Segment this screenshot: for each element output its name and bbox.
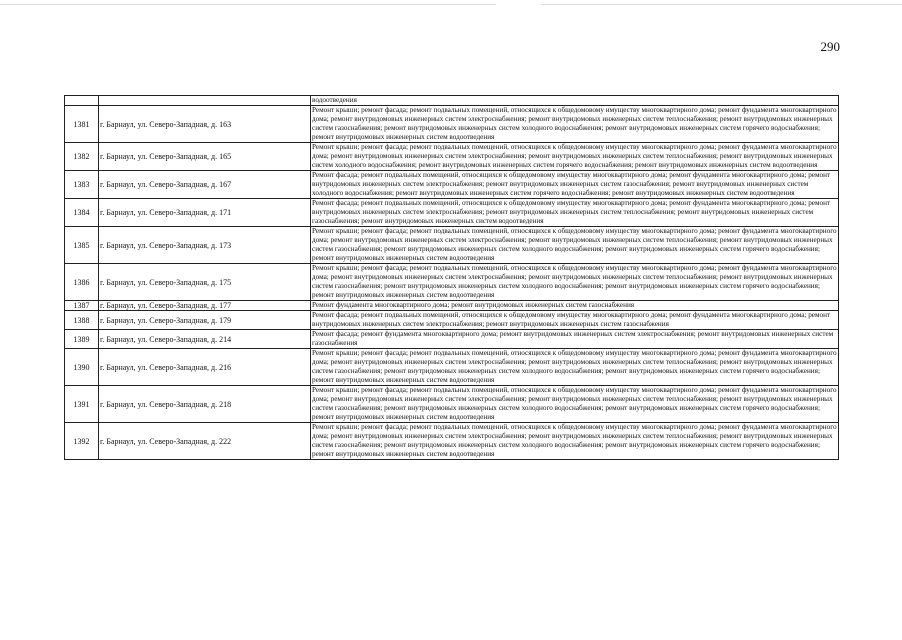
table-row — [65, 311, 839, 330]
row-address: г. Барнаул, ул. Северо-Западная, д. 171 — [99, 199, 311, 227]
row-address: г. Барнаул, ул. Северо-Западная, д. 163 — [99, 106, 311, 143]
table-row — [65, 106, 839, 143]
row-works: Ремонт фасада; ремонт подвальных помещений, относящихся к общедомовому имуществу многоквартирного дома; ремонт фундамента многоквартирного дома; ремонт внутридомовых инженерных систем электроснабжения; ремонт внутридомовых инженерных систем газоснабжения; ремонт внутридомовых инженерных систем холодного водоснабжения; ремонт внутридомовых инженерных систем горячего водоснабжения; ремонт внутридомовых инженерных систем водоотведения — [311, 171, 839, 199]
row-works: Ремонт крыши; ремонт фасада; ремонт подвальных помещений, относящихся к общедомовому имуществу многоквартирного дома; ремонт фундамента многоквартирного дома; ремонт внутридомовых инженерных систем электроснабжения; ремонт внутридомовых инженерных систем теплоснабжения; ремонт внутридомовых инженерных систем газоснабжения; ремонт внутридомовых инженерных систем холодного водоснабжения; ремонт внутридомовых инженерных систем горячего водоснабжения; ремонт внутридомовых инженерных систем водоотведения — [312, 349, 837, 384]
table-row — [65, 264, 839, 301]
row-works: Ремонт фасада; ремонт подвальных помещений, относящихся к общедомовому имуществу многоквартирного дома; ремонт фундамента многоквартирного дома; ремонт внутридомовых инженерных систем электроснабжения; ремонт внутридомовых инженерных систем газоснабжения — [311, 311, 839, 330]
table-row — [65, 386, 839, 423]
table-row — [65, 96, 839, 106]
row-number: 1387 — [65, 301, 99, 311]
row-works: Ремонт фасада; ремонт подвальных помещений, относящихся к общедомовому имуществу многоквартирного дома; ремонт фундамента многоквартирного дома; ремонт внутридомовых инженерных систем электроснабжения; ремонт внутридомовых инженерных систем теплоснабжения; ремонт внутридомовых инженерных систем газоснабжения; ремонт внутридомовых инженерных систем водоотведения — [311, 199, 839, 227]
row-address: г. Барнаул, ул. Северо-Западная, д. 179 — [99, 311, 311, 330]
row-address: г. Барнаул, ул. Северо-Западная, д. 165 — [99, 143, 311, 171]
row-number: 1384 — [65, 199, 99, 227]
table-row — [65, 227, 839, 264]
row-number: 1391 — [65, 386, 99, 423]
row-number: 1383 — [65, 171, 99, 199]
row-number — [65, 96, 99, 106]
row-number: 1392 — [65, 423, 99, 460]
row-address: г. Барнаул, ул. Северо-Западная, д. 216 — [99, 349, 311, 386]
row-works: Ремонт крыши; ремонт фасада; ремонт подвальных помещений, относящихся к общедомовому имуществу многоквартирного дома; ремонт фундамента многоквартирного дома; ремонт внутридомовых инженерных систем электроснабжения; ремонт внутридомовых инженерных систем теплоснабжения; ремонт внутридомовых инженерных систем газоснабжения; ремонт внутридомовых инженерных систем холодного водоснабжения; ремонт внутридомовых инженерных систем горячего водоснабжения; ремонт внутридомовых инженерных систем водоотведения — [312, 386, 837, 421]
row-address: г. Барнаул, ул. Северо-Западная, д. 167 — [99, 171, 311, 199]
row-number: 1390 — [65, 349, 99, 386]
row-address: г. Барнаул, ул. Северо-Западная, д. 214 — [99, 330, 311, 349]
table-row — [65, 349, 839, 386]
row-address: г. Барнаул, ул. Северо-Западная, д. 222 — [99, 423, 311, 460]
page-number: 290 — [820, 39, 840, 54]
table-row — [65, 423, 839, 460]
row-number: 1386 — [65, 264, 99, 301]
table-row — [65, 330, 839, 349]
table-row — [65, 199, 839, 227]
row-works: Ремонт крыши; ремонт фасада; ремонт подвальных помещений, относящихся к общедомовому имуществу многоквартирного дома; ремонт фундамента многоквартирного дома; ремонт внутридомовых инженерных систем электроснабжения; ремонт внутридомовых инженерных систем теплоснабжения; ремонт внутридомовых инженерных систем газоснабжения; ремонт внутридомовых инженерных систем холодного водоснабжения; ремонт внутридомовых инженерных систем горячего водоснабжения; ремонт внутридомовых инженерных систем водоотведения — [312, 227, 837, 262]
row-works: Ремонт фундамента многоквартирного дома; ремонт внутридомовых инженерных систем газоснабжения — [311, 301, 839, 311]
repair-works-table — [64, 95, 839, 460]
row-number: 1389 — [65, 330, 99, 349]
row-works: Ремонт крыши; ремонт фасада; ремонт подвальных помещений, относящихся к общедомовому имуществу многоквартирного дома; ремонт фундамента многоквартирного дома; ремонт внутридомовых инженерных систем электроснабжения; ремонт внутридомовых инженерных систем теплоснабжения; ремонт внутридомовых инженерных систем газоснабжения; ремонт внутридомовых инженерных систем холодного водоснабжения; ремонт внутридомовых инженерных систем горячего водоснабжения; ремонт внутридомовых инженерных систем водоотведения — [312, 423, 837, 458]
row-works: водоотведения — [311, 96, 839, 106]
table-row — [65, 143, 839, 171]
table-row — [65, 301, 839, 311]
row-address: г. Барнаул, ул. Северо-Западная, д. 218 — [99, 386, 311, 423]
table-row — [65, 171, 839, 199]
row-number: 1385 — [65, 227, 99, 264]
row-works: Ремонт крыши; ремонт фасада; ремонт подвальных помещений, относящихся к общедомовому имуществу многоквартирного дома; ремонт фундамента многоквартирного дома; ремонт внутридомовых инженерных систем электроснабжения; ремонт внутридомовых инженерных систем теплоснабжения; ремонт внутридомовых инженерных систем газоснабжения; ремонт внутридомовых инженерных систем холодного водоснабжения; ремонт внутридомовых инженерных систем горячего водоснабжения; ремонт внутридомовых инженерных систем водоотведения — [312, 264, 837, 299]
row-address: г. Барнаул, ул. Северо-Западная, д. 173 — [99, 227, 311, 264]
row-works: Ремонт крыши; ремонт фасада; ремонт подвальных помещений, относящихся к общедомовому имуществу многоквартирного дома; ремонт фундамента многоквартирного дома; ремонт внутридомовых инженерных систем электроснабжения; ремонт внутридомовых инженерных систем теплоснабжения; ремонт внутридомовых инженерных систем холодного водоснабжения; ремонт внутридомовых инженерных систем горячего водоснабжения; ремонт внутридомовых инженерных систем водоотведения — [312, 143, 837, 169]
row-works: Ремонт фасада; ремонт фундамента многоквартирного дома; ремонт внутридомовых инженерных систем электроснабжения; ремонт внутридомовых инженерных систем газоснабжения — [311, 330, 839, 349]
row-number: 1388 — [65, 311, 99, 330]
row-address: г. Барнаул, ул. Северо-Западная, д. 177 — [99, 301, 311, 311]
row-number: 1381 — [65, 106, 99, 143]
row-works: Ремонт крыши; ремонт фасада; ремонт подвальных помещений, относящихся к общедомовому имуществу многоквартирного дома; ремонт фундамента многоквартирного дома; ремонт внутридомовых инженерных систем электроснабжения; ремонт внутридомовых инженерных систем теплоснабжения; ремонт внутридомовых инженерных систем газоснабжения; ремонт внутридомовых инженерных систем холодного водоснабжения; ремонт внутридомовых инженерных систем горячего водоснабжения; ремонт внутридомовых инженерных систем водоотведения — [312, 106, 837, 141]
row-address — [99, 96, 311, 106]
row-number: 1382 — [65, 143, 99, 171]
scan-edge-line — [0, 4, 902, 5]
row-address: г. Барнаул, ул. Северо-Западная, д. 175 — [99, 264, 311, 301]
